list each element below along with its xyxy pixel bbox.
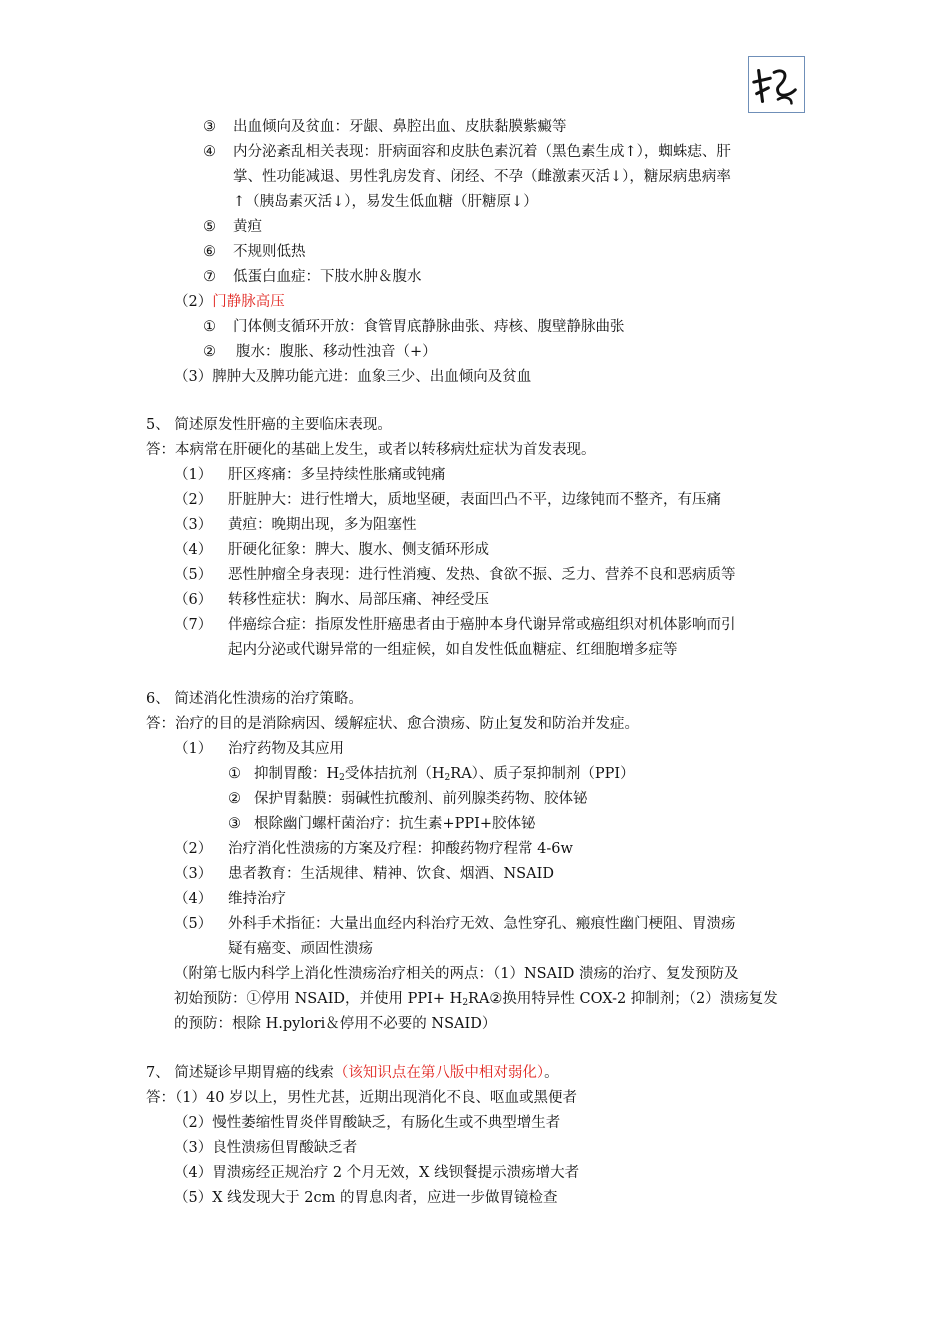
list-item: （4） 肝硬化征象：脾大、腹水、侧支循环形成 (174, 542, 489, 558)
list-item: （3） 患者教育：生活规律、精神、饮食、烟酒、NSAID (174, 866, 554, 882)
list-item: ⑦ 低蛋白血症：下肢水肿＆腹水 (203, 269, 422, 285)
note-line: （附第七版内科学上消化性溃疡治疗相关的两点：（1）NSAID 溃疡的治疗、复发预防及 (174, 966, 739, 982)
list-item: （2） 治疗消化性溃疡的方案及疗程：抑酸药物疗程常 4-6w (174, 841, 573, 857)
list-item: （5） 恶性肿瘤全身表现：进行性消瘦、发热、食欲不振、乏力、营养不良和恶病质等 (174, 567, 736, 583)
question-title: 5、 简述原发性肝癌的主要临床表现。 (146, 417, 392, 433)
list-item: ⑤ 黄疸 (203, 219, 262, 235)
section-heading-spleen: （3）脾肿大及脾功能亢进：血象三少、出血倾向及贫血 (174, 369, 532, 385)
list-item: （1） 治疗药物及其应用 (174, 741, 344, 757)
list-item-continuation: 起内分泌或代谢异常的一组症候，如自发性低血糖症、红细胞增多症等 (228, 642, 678, 658)
list-item: （3） 黄疸：晚期出现，多为阻塞性 (174, 517, 417, 533)
answer-intro: 答：本病常在肝硬化的基础上发生，或者以转移病灶症状为首发表现。 (146, 442, 596, 458)
list-item: ② 腹水：腹胀、移动性浊音（+） (203, 344, 437, 360)
answer-intro: 答：治疗的目的是消除病因、缓解症状、愈合溃疡、防止复发和防治并发症。 (146, 716, 639, 732)
list-item: ④ 内分泌紊乱相关表现：肝病面容和皮肤色素沉着（黑色素生成↑），蜘蛛痣、肝 (203, 144, 731, 160)
answer-item: 答：（1）40 岁以上，男性尤甚，近期出现消化不良、呕血或黑便者 (146, 1090, 578, 1106)
logo (748, 56, 805, 113)
sub-item: ③ 根除幽门螺杆菌治疗：抗生素+PPI+胶体铋 (228, 816, 536, 832)
answer-item: （4）胃溃疡经正规治疗 2 个月无效，X 线钡餐提示溃疡增大者 (174, 1165, 580, 1181)
list-item-continuation: 疑有癌变、顽固性溃疡 (228, 941, 373, 957)
question-title: 7、 简述疑诊早期胃癌的线索（该知识点在第八版中相对弱化）。 (146, 1065, 559, 1081)
section-heading-portal-hypertension: （2）门静脉高压 (174, 294, 285, 310)
answer-item: （3）良性溃疡但胃酸缺乏者 (174, 1140, 358, 1156)
list-item: （2） 肝脏肿大：进行性增大，质地坚硬，表面凹凸不平，边缘钝而不整齐，有压痛 (174, 492, 721, 508)
note-line: 初始预防：①停用 NSAID，并使用 $PPI+ H_2RA②$换用特异性 COX-2 抑制剂；（2）溃疡复发 (174, 991, 778, 1008)
list-item-continuation: 掌、性功能减退、男性乳房发育、闭经、不孕（雌激素灭活↓），糖尿病患病率 (233, 169, 731, 185)
list-item: （1） 肝区疼痛：多呈持续性胀痛或钝痛 (174, 467, 446, 483)
list-item: ③ 出血倾向及贫血：牙龈、鼻腔出血、皮肤黏膜紫癜等 (203, 119, 567, 135)
calligraphy-logo-icon (749, 57, 804, 112)
note-line: 的预防：根除 H.pylori＆停用不必要的 NSAID） (174, 1016, 497, 1032)
list-item: （6） 转移性症状：胸水、局部压痛、神经受压 (174, 592, 489, 608)
question-title: 6、 简述消化性溃疡的治疗策略。 (146, 691, 363, 707)
answer-item: （5）X 线发现大于 2cm 的胃息肉者，应进一步做胃镜检查 (174, 1190, 558, 1206)
list-item: （7） 伴癌综合症：指原发性肝癌患者由于癌肿本身代谢异常或癌组织对机体影响而引 (174, 617, 736, 633)
list-item: （4） 维持治疗 (174, 891, 286, 907)
list-item: ⑥ 不规则低热 (203, 244, 306, 260)
list-item-continuation: ↑（胰岛素灭活↓），易发生低血糖（肝糖原↓） (233, 194, 538, 210)
sub-item: ② 保护胃黏膜：弱碱性抗酸剂、前列腺类药物、胶体铋 (228, 791, 588, 807)
list-item: （5） 外科手术指征：大量出血经内科治疗无效、急性穿孔、瘢痕性幽门梗阻、胃溃疡 (174, 916, 736, 932)
list-item: ① 门体侧支循环开放：食管胃底静脉曲张、痔核、腹壁静脉曲张 (203, 319, 625, 335)
sub-item: ① 抑制胃酸：$H_2$受体拮抗剂$(H_2RA)$、质子泵抑制剂（PPI） (228, 766, 635, 783)
answer-item: （2）慢性萎缩性胃炎伴胃酸缺乏，有肠化生或不典型增生者 (174, 1115, 561, 1131)
